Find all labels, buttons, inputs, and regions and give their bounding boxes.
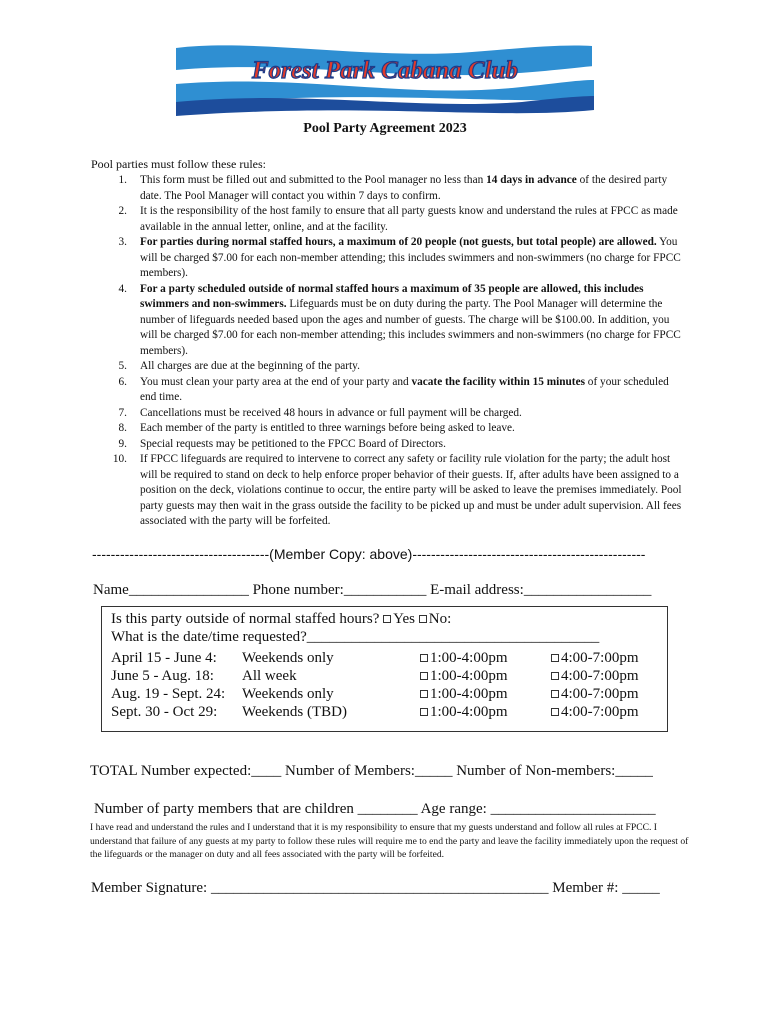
signature-field[interactable]: _____________________________________________: [210, 880, 549, 896]
rule-item: [91, 375, 683, 406]
age-range-label: Age range:: [420, 801, 487, 817]
rules-list: [91, 173, 683, 530]
rule-number: 1.: [118, 174, 127, 186]
schedule-days-text: All week: [242, 668, 297, 684]
slot-4pm-option[interactable]: [551, 704, 639, 721]
nonmembers-field[interactable]: _____: [615, 763, 653, 779]
rule-text: If FPCC lifeguards are required to intervene to correct any safety or facility rule violation for the party; the adult host will be required to stand on deck to help enforce proper behavior of their guests. If, after adults have been assigned to a position on the deck, violations continue to occur, the entire party will be asked to leave the premises immediately. Pool party guests may then wait in the grass outside the facility to be picked up and must be under adult supervision. All fees associated with the party will be forfeited.: [140, 453, 682, 527]
member-number-field[interactable]: _____: [622, 880, 660, 896]
schedule-range-text: Sept. 30 - Oct 29:: [111, 704, 218, 720]
totals-line: [90, 763, 653, 780]
schedule-days-text: Weekends only: [242, 650, 334, 666]
nonmembers-label: Number of Non-members:: [456, 763, 616, 779]
schedule-row: [111, 668, 661, 686]
slot-1pm-checkbox[interactable]: [420, 654, 428, 662]
rule-text: You must clean your party area at the end of your party and: [140, 375, 412, 388]
rule-item: [91, 204, 683, 235]
rules-intro: Pool parties must follow these rules:: [91, 157, 266, 171]
rule-text: All charges are due at the beginning of the party.: [140, 360, 360, 372]
email-field[interactable]: _________________: [523, 582, 652, 598]
outside-hours-row: [111, 611, 451, 628]
rule-text: Special requests may be petitioned to the FPCC Board of Directors.: [140, 437, 446, 450]
children-field[interactable]: ________: [357, 801, 418, 817]
rule-number: 8.: [118, 422, 127, 434]
slot-1pm-text: 1:00-4:00pm: [430, 668, 508, 684]
phone-field[interactable]: ___________: [343, 582, 427, 598]
rule-number: 6.: [118, 375, 127, 388]
schedule-days-option: [242, 704, 347, 721]
slot-4pm-text: 4:00-7:00pm: [561, 668, 639, 684]
name-label: Name: [93, 582, 129, 598]
name-field[interactable]: ________________: [128, 582, 249, 598]
schedule-range-option: [111, 650, 217, 667]
acknowledgement-text: I have read and understand the rules and I understand that it is my responsibility to ensure that my guests understand and follow all rules at FPCC. I understand that failure of any guests at my party to follow these rules will require me to end the party and leave the facility immediately upon the request of the lifeguards or the manager on duty and all fees associated with the party will be forfeited.: [90, 822, 689, 860]
rule-item: [91, 173, 683, 204]
slot-1pm-option[interactable]: [420, 686, 508, 703]
slot-4pm-checkbox[interactable]: [551, 690, 559, 698]
club-logo: [172, 40, 598, 118]
party-request-box: [101, 606, 668, 732]
slot-4pm-text: 4:00-7:00pm: [561, 650, 639, 666]
slot-4pm-checkbox[interactable]: [551, 654, 559, 662]
schedule-days-option: [242, 650, 334, 667]
rule-item: [91, 437, 683, 453]
children-label: Number of party members that are children: [94, 801, 354, 817]
rule-number: 4.: [118, 282, 127, 295]
rule-text: of your scheduled end time.: [140, 375, 669, 403]
contact-line: [93, 582, 651, 599]
rule-text: 14 days in advance: [486, 174, 577, 186]
no-checkbox[interactable]: [419, 615, 427, 623]
slot-1pm-option[interactable]: [420, 704, 508, 721]
slot-4pm-option[interactable]: [551, 650, 639, 667]
slot-1pm-checkbox[interactable]: [420, 672, 428, 680]
rule-number: 7.: [118, 406, 127, 419]
slot-4pm-text: 4:00-7:00pm: [561, 686, 639, 702]
rule-text: This form must be filled out and submitted to the Pool manager no less than: [140, 174, 487, 186]
no-label: No:: [428, 611, 452, 627]
rule-text: Each member of the party is entitled to three warnings before being asked to leave.: [140, 422, 515, 434]
rule-text: You will be charged $7.00 for each non-member attending; this includes swimmers and non-swimmers (no charge for FPCC members).: [140, 236, 681, 279]
rule-text: of the desired party date. The Pool Manager will contact you within 7 days to confirm.: [140, 174, 668, 202]
schedule-row: [111, 704, 661, 722]
schedule-range-option: [111, 704, 217, 721]
rule-text: For a party scheduled outside of normal staffed hours a maximum of 35 people are allowed, this includes swimmers and non-swimmers.: [140, 282, 644, 310]
members-field[interactable]: _____: [414, 763, 453, 779]
rule-text: For parties during normal staffed hours, a maximum of 20 people (not guests, but total people) are allowed.: [140, 236, 657, 248]
slot-1pm-checkbox[interactable]: [420, 708, 428, 716]
rule-item: [91, 406, 683, 422]
rule-number: 10.: [112, 453, 127, 465]
slot-4pm-checkbox[interactable]: [551, 708, 559, 716]
slot-1pm-text: 1:00-4:00pm: [430, 686, 508, 702]
schedule-days-text: Weekends (TBD): [242, 704, 348, 720]
slot-4pm-option[interactable]: [551, 686, 639, 703]
slot-1pm-text: 1:00-4:00pm: [430, 704, 508, 720]
total-label: TOTAL Number expected:: [90, 763, 252, 779]
yes-checkbox[interactable]: [383, 615, 391, 623]
schedule-days-option: [242, 686, 334, 703]
schedule-row: [111, 650, 661, 668]
schedule-days-text: Weekends only: [242, 686, 334, 702]
rule-number: 2.: [118, 205, 127, 217]
page-title: Pool Party Agreement 2023: [303, 121, 467, 136]
rule-item: [91, 235, 683, 282]
rule-item: [91, 421, 683, 437]
slot-4pm-checkbox[interactable]: [551, 672, 559, 680]
schedule-days-option: [242, 668, 297, 685]
rule-item: [91, 452, 683, 530]
slot-1pm-checkbox[interactable]: [420, 690, 428, 698]
members-label: Number of Members:: [285, 763, 415, 779]
rule-text: vacate the facility within 15 minutes: [411, 375, 585, 388]
outside-hours-question: Is this party outside of normal staffed hours?: [111, 611, 380, 627]
date-field[interactable]: _______________________________________: [306, 629, 600, 645]
schedule-range-text: June 5 - Aug. 18:: [111, 668, 214, 684]
signature-label: Member Signature:: [91, 880, 208, 896]
date-row: [111, 629, 599, 646]
rule-item: [91, 282, 683, 360]
schedule-range-option: [111, 686, 225, 703]
total-field[interactable]: ____: [251, 763, 282, 779]
yes-label: Yes: [393, 611, 415, 627]
schedule-range-text: April 15 - June 4:: [111, 650, 217, 666]
phone-label: Phone number:: [252, 582, 344, 598]
rule-number: 9.: [118, 437, 127, 450]
age-range-field[interactable]: ______________________: [490, 801, 656, 817]
schedule-range-text: Aug. 19 - Sept. 24:: [111, 686, 226, 702]
rule-item: [91, 359, 683, 375]
rule-number: 5.: [118, 360, 127, 372]
schedule-range-option: [111, 668, 214, 685]
signature-line: [91, 880, 660, 897]
rule-text: Cancellations must be received 48 hours in advance or full payment will be charged.: [140, 406, 522, 419]
member-copy-divider: --------------------------------------(Member Copy: above)--------------------------------------------------: [92, 546, 646, 562]
slot-1pm-option[interactable]: [420, 650, 508, 667]
member-number-label: Member #:: [552, 880, 619, 896]
slot-1pm-text: 1:00-4:00pm: [430, 650, 508, 666]
schedule-table: [111, 650, 661, 722]
slot-4pm-option[interactable]: [551, 668, 639, 685]
logo-text: Forest Park Cabana Club: [251, 57, 519, 84]
slot-4pm-text: 4:00-7:00pm: [561, 704, 639, 720]
email-label: E-mail address:: [430, 582, 524, 598]
schedule-row: [111, 686, 661, 704]
date-question: What is the date/time requested?: [111, 629, 307, 645]
slot-1pm-option[interactable]: [420, 668, 508, 685]
rule-text: It is the responsibility of the host family to ensure that all party guests know and understand the rules at FPCC as made available in the annual letter, online, and at the facility.: [140, 205, 678, 233]
rule-text: Lifeguards must be on duty during the party. The Pool Manager will determine the number of lifeguards needed based upon the ages and number of guests. The charge will be $100.00. In addition, you will be charged $7.00 for each non-member attending; this includes swimmers and non-swimmers (no charge for FPCC members).: [140, 298, 681, 357]
children-line: [94, 801, 656, 818]
wave-logo-graphic: [172, 40, 598, 118]
rule-number: 3.: [118, 236, 127, 248]
